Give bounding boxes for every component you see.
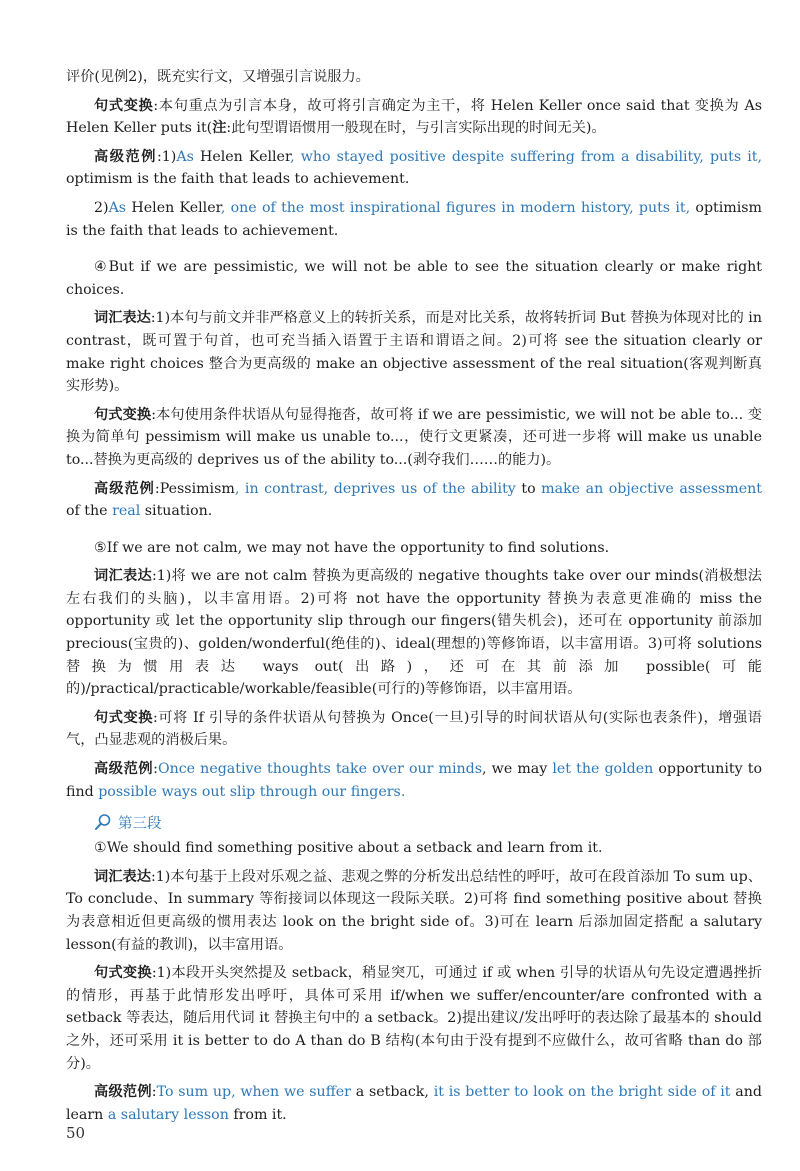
paragraph-s16 xyxy=(66,1081,762,1126)
paragraph-s10 xyxy=(66,565,762,701)
paragraph-s8 xyxy=(66,478,762,523)
text: :1)本句与前文并非严格意义上的转折关系，而是对比关系，故将转折词 But 替换为体现对比的 in contrast，既可置于句首，也可充当插入语置于主语和谓语之间。2)可将 see the situation clearly or make right choices 整合为更高级的 make an objective assessment of the real situation(客观判断真实形势)。 xyxy=(66,310,762,395)
highlight: it is better to look on the bright side of it xyxy=(433,1084,731,1101)
original-sentence-5: ⑤If we are not calm, we may not have the opportunity to find solutions. xyxy=(94,539,610,556)
label-vocabulary: 词汇表达 xyxy=(94,868,151,885)
highlight: As xyxy=(176,148,194,165)
text: :本句使用条件状语从句显得拖沓，故可将 if we are pessimistic, we will not be able to... 变换为简单句 pessimism will make us unable to...，使行文更紧凑，还可进一步将 will make us unable to...替换为更高级的 deprives us of the ability to...(剥夺我们……的能力)。 xyxy=(66,406,762,468)
paragraph-s6 xyxy=(66,307,762,397)
original-sentence-4: ④But if we are pessimistic, we will not be able to see the situation clearly or make right choices. xyxy=(66,259,762,298)
text: 2) xyxy=(94,199,109,216)
text: Helen Keller xyxy=(126,199,221,216)
paragraph-s12 xyxy=(66,758,762,803)
section-heading-3 xyxy=(94,811,762,833)
paragraph-s7 xyxy=(66,404,762,472)
note-label: 注 xyxy=(212,120,227,137)
text: :本句重点为引言本身，故可将引言确定为主干，将 Helen Keller once said that 变换为 As Helen Keller puts it( xyxy=(66,97,762,137)
text: :1)将 we are not calm 替换为更高级的 negative thoughts take over our minds(消极想法左右我们的头脑)，以丰富用语。2)可将 not have the opportunity 替换为表意更准确的 miss the opportunity 或 let the opportunity slip through our fingers(错失机会)，还可在 opportunity 前添加 precious(宝贵的)、golden/wonderful(绝佳的)、ideal(理想的)等修饰语，以丰富用语。3)可将 solutions 替换为惯用表达 ways out(出路)，还可在其前添加 possible(可能的)/practical/practicable/workable/feasible(可行的)等修饰语，以丰富用语。 xyxy=(66,568,762,698)
text: :Pessimism xyxy=(154,480,235,497)
text: a setback, xyxy=(350,1084,434,1101)
text: and learn xyxy=(66,1084,762,1123)
text: :可将 If 引导的条件状语从句替换为 Once(一旦)引导的时间状语从句(实际也表条件)，增强语气，凸显悲观的消极后果。 xyxy=(66,709,762,749)
magnifier-icon xyxy=(94,813,112,831)
text: opportunity to find xyxy=(66,761,762,800)
text: optimism is the faith that leads to achievement. xyxy=(66,199,762,239)
paragraph-s2 xyxy=(66,95,762,140)
original-sentence-1: ①We should find something positive about a setback and learn from it. xyxy=(94,840,603,857)
paragraph-s15 xyxy=(66,962,762,1075)
highlight: , who stayed positive despite suffering from a disability, puts it, xyxy=(290,148,762,165)
text: from it. xyxy=(228,1106,287,1123)
highlight: Once negative thoughts take over our minds xyxy=(157,761,483,778)
label-sentence-transform: 句式变换 xyxy=(94,709,154,726)
highlight: As xyxy=(108,199,127,216)
text: : xyxy=(151,1084,157,1101)
section-title: 第三段 xyxy=(118,815,162,832)
highlight: real xyxy=(112,503,141,520)
paragraph-s4 xyxy=(66,197,762,242)
text: situation. xyxy=(140,503,213,520)
label-advanced-example: 高级范例 xyxy=(94,1084,152,1101)
text: : xyxy=(153,761,158,778)
highlight: , one of the most inspirational figures in modern history, puts it, xyxy=(220,199,691,216)
text: of the xyxy=(66,503,113,520)
text: optimism is the faith that leads to achievement. xyxy=(66,171,410,188)
highlight: make an objective assessment xyxy=(541,480,762,497)
paragraph-s1 xyxy=(66,66,762,89)
label-advanced-example: 高级范例 xyxy=(94,761,154,778)
paragraph-s11 xyxy=(66,707,762,752)
text: to xyxy=(515,480,542,497)
page-number: 50 xyxy=(66,1124,86,1142)
highlight: possible ways out slip through our fingers. xyxy=(98,783,406,800)
label-advanced-example: 高级范例 xyxy=(94,480,155,497)
paragraph-s5 xyxy=(66,256,762,301)
paragraph-s9 xyxy=(66,537,762,560)
label-sentence-transform: 句式变换 xyxy=(94,97,154,114)
text: :1)本句基于上段对乐观之益、悲观之弊的分析发出总结性的呼吁，故可在段首添加 To sum up、To conclude、In summary 等衔接词以体现这一段际关联。2)可将 find something positive about 替换为表意相近但更高级的惯用表达 look on the bright side of。3)可在 learn 后添加固定搭配 a salutary lesson(有益的教训)，以丰富用语。 xyxy=(66,868,762,953)
label-vocabulary: 词汇表达 xyxy=(94,310,151,327)
text: :1) xyxy=(157,148,177,165)
text: 评价(见例2)，既充实行文，又增强引言说服力。 xyxy=(66,69,370,85)
text: :1)本段开头突然提及 setback，稍显突兀，可通过 if 或 when 引导的状语从句先设定遭遇挫折的情形，再基于此情形发出呼吁，具体可采用 if/when we suffer/encounter/are confronted with a setback 等表达，随后用代词 it 替换主句中的 a setback。2)提出建议/发出呼吁的表达除了最基本的 should 之外，还可采用 it is better to do A than do B 结构(本句由于没有提到不应做什么，故可省略 than do 部分)。 xyxy=(66,965,762,1072)
highlight: let the golden xyxy=(552,761,654,778)
text: , we may xyxy=(482,761,553,778)
text: :此句型谓语惯用一般现在时，与引言实际出现的时间无关)。 xyxy=(226,120,606,137)
highlight: , in contrast, deprives us of the ability xyxy=(234,480,516,497)
label-vocabulary: 词汇表达 xyxy=(94,568,152,585)
text: Helen Keller xyxy=(193,148,291,165)
label-sentence-transform: 句式变换 xyxy=(94,965,152,982)
paragraph-s13 xyxy=(66,837,762,860)
highlight: a salutary lesson xyxy=(107,1106,229,1123)
content xyxy=(66,66,762,1126)
highlight: To sum up, when we suffer xyxy=(156,1084,351,1101)
paragraph-s3 xyxy=(66,146,762,191)
label-sentence-transform: 句式变换 xyxy=(94,406,152,423)
paragraph-s14 xyxy=(66,866,762,956)
label-advanced-example: 高级范例 xyxy=(94,148,157,165)
